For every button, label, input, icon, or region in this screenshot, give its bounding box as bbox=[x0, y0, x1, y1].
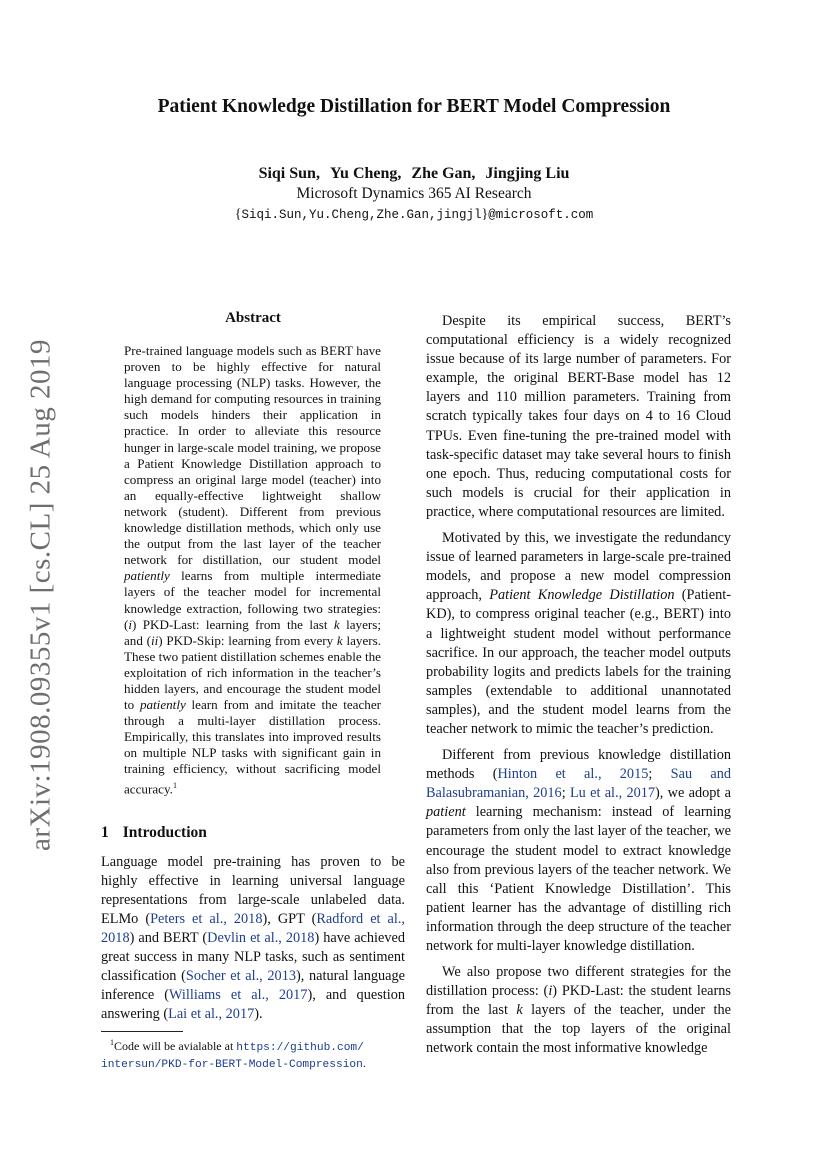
author-list bbox=[0, 165, 828, 183]
paragraph: We also propose two different strategies for the distillation process: (i) PKD-Last: the student learns from the last k layers of the teacher, under the assumption that the top layers of the original network contain the most informative knowledge bbox=[426, 964, 731, 1057]
author: Zhe Gan, bbox=[411, 165, 476, 182]
abstract-body: Pre-trained language models such as BERT have proven to be highly effective for natural language processing (NLP) tasks. However, the high demand for computing resources in training such models hinders their application in practice. In order to alleviate this resource hunger in large-scale model training, we propose a Patient Knowledge Distillation approach to compress an original large model (teacher) into an equally-effective lightweight shallow network (student). Different from previous knowledge distillation methods, which only use the output from the last layer of the teacher network for distillation, our student model patiently learns from multiple intermediate layers of the teacher model for incremental knowledge extraction, following two strategies: (i) PKD-Last: learning from the last k layers; and (ii) PKD-Skip: learning from every k layers. These two patient distillation schemes enable the exploitation of rich information in the teacher’s hidden layers, and encourage the student model to patiently learn from and imitate the teacher through a multi-layer distillation process. Empirically, this translates into improved results on multiple NLP tasks with significant gain in training efficiency, without sacrificing model accuracy.$^1$ bbox=[124, 343, 381, 796]
citation-link[interactable]: Lai et al., 2017 bbox=[168, 1006, 255, 1022]
citation-link[interactable]: Hinton et al., 2015 bbox=[497, 766, 649, 783]
section-heading: 1 Introduction bbox=[101, 824, 207, 841]
author: Yu Cheng, bbox=[329, 165, 402, 182]
paragraph: Despite its empirical success, BERT’s computational efficiency is a widely recognized issue because of its large number of parameters. For example, the original BERT-Base model has 12 layers and 110 million parameters. Training from scratch typically takes four days on 4 to 16 Cloud TPUs. Even fine-tuning the pre-trained model with task-specific dataset may take several hours to finish one epoch. Thus, reducing computational costs for such models is crucial for their application in practice, where computational resources are limited. bbox=[426, 313, 731, 520]
citation-link[interactable]: Radford et al., 2018 bbox=[101, 911, 405, 946]
paragraph: Motivated by this, we investigate the redundancy issue of learned parameters in large-scale pre-trained models, and propose a new model compression approach, Patient Knowledge Distillation (Patient-KD), to compress original teacher (e.g., BERT) into a lightweight student model without performance sacrifice. In our approach, the teacher model outputs probability logits and predicts labels for the training samples (extendable to additional unannotated samples), and the student model learns from the teacher network to mimic the teacher’s prediction. bbox=[426, 530, 731, 737]
citation-link[interactable]: Devlin et al., 2018 bbox=[207, 930, 315, 946]
paper-title: Patient Knowledge Distillation for BERT Model Compression bbox=[157, 96, 671, 117]
right-column-body bbox=[426, 312, 731, 1059]
citation-link[interactable]: Socher et al., 2013 bbox=[185, 968, 296, 984]
intro-paragraph: Language model pre-training has proven to be highly effective in learning universal language representations from large-scale unlabeled data. ELMo (Peters et al., 2018), GPT (Radford et al., 2018) and BERT (Devlin et al., 2018) have achieved great success in many NLP tasks, such as sentiment classification (Socher et al., 2013), natural language inference (Williams et al., 2017), and question answering (Lai et al., 2017). bbox=[101, 854, 405, 1022]
abstract-heading: Abstract bbox=[225, 310, 281, 326]
author: Jingjing Liu bbox=[485, 165, 570, 182]
author-emails: {Siqi.Sun,Yu.Cheng,Zhe.Gan,jingjl}@microsoft.com bbox=[234, 207, 594, 222]
affiliation: Microsoft Dynamics 365 AI Research bbox=[296, 185, 532, 202]
citation-link[interactable]: Sau and Balasubramanian, 2016 bbox=[426, 766, 731, 802]
citation-link[interactable]: Lu et al., 2017 bbox=[569, 785, 656, 802]
author: Siqi Sun, bbox=[258, 165, 320, 182]
citation-link[interactable]: Peters et al., 2018 bbox=[150, 911, 263, 927]
paragraph: Different from previous knowledge distillation methods (Hinton et al., 2015; Sau and Balasubramanian, 2016; Lu et al., 2017), we adopt a patient learning mechanism: instead of learning parameters from only the last layer of the teacher, we encourage the student model to extract knowledge also from previous layers of the teacher network. We call this ‘Patient Knowledge Distillation’. This patient learner has the advantage of distilling rich information through the deep structure of the teacher network for multi-layer knowledge distillation. bbox=[426, 747, 731, 954]
arxiv-identifier: arXiv:1908.09355v1 [cs.CL] 25 Aug 2019 bbox=[24, 339, 57, 851]
citation-link[interactable]: Williams et al., 2017 bbox=[169, 987, 308, 1003]
footnote-rule bbox=[101, 1031, 183, 1032]
footnote: $^1$Code will be avialable at https://github.com/ intersun/PKD-for-BERT-Model-Compression. bbox=[101, 1038, 366, 1071]
footnote-url-link[interactable]: https://github.com/ intersun/PKD-for-BERT-Model-Compression bbox=[101, 1042, 364, 1071]
